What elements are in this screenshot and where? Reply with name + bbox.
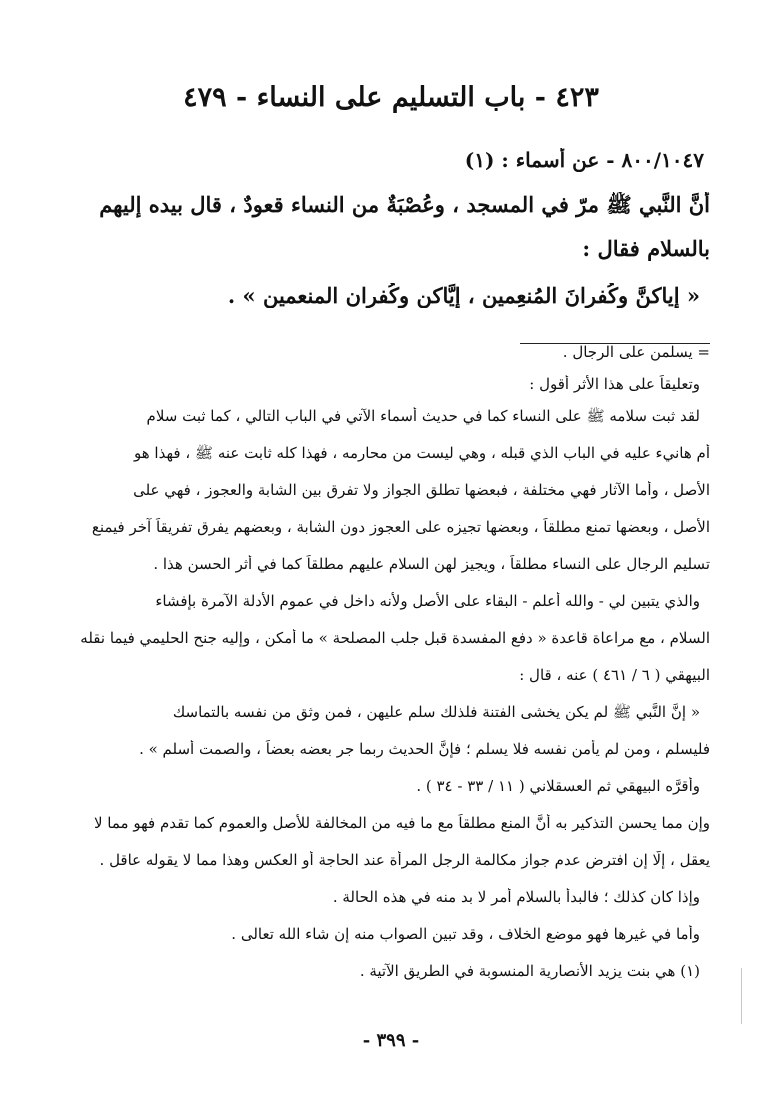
note-line: لقد ثبت سلامه ﷺ على النساء كما في حديث أسماء الآتي في الباب التالي ، كما ثبت سلام [146,407,700,425]
scan-edge-mark [741,968,742,1024]
hadith-text-line-3: « إياكنَّ وكُفرانَ المُنعِمين ، إيَّاكن وكُفران المنعمين » . [227,283,700,308]
note-line: والذي يتبين لي - والله أعلم - البقاء على الأصل ولأنه داخل في عموم الأدلة الآمرة بإفشاء [155,592,700,610]
note-line: الأصل ، وأما الآثار فهي مختلفة ، فبعضها تطلق الجواز ولا تفرق بين الشابة والعجوز ، فهي على [133,481,710,499]
note-line: السلام ، مع مراعاة قاعدة « دفع المفسدة قبل جلب المصلحة » ما أمكن ، وإليه جنح الحليمي فيما نقله [80,629,710,647]
note-line: وأقرَّه البيهقي ثم العسقلاني ( ١١ / ٣٣ - ٣٤ ) . [416,777,700,795]
note-line: « إنَّ النَّبي ﷺ لم يكن يخشى الفتنة فلذلك سلم عليهن ، فمن وثق من نفسه بالتماسك [172,703,700,721]
note-line: = يسلمن على الرجال . [562,343,710,361]
note-line: الأصل ، وبعضها تمنع مطلقاً ، وبعضها تجيزه على العجوز دون الشابة ، وبعضهم يفرق تفريقاً آخر فيمنع [91,518,710,536]
note-line: وأما في غيرها فهو موضع الخلاف ، وقد تبين الصواب منه إن شاء الله تعالى . [231,925,700,943]
page-number: - ٣٩٩ - [362,1030,420,1051]
footnote-line: (١) هي بنت يزيد الأنصارية المنسوبة في الطريق الآتية . [359,962,700,980]
note-line: فليسلم ، ومن لم يأمن نفسه فلا يسلم ؛ فإنَّ الحديث ربما جر بعضه بعضاً ، والصمت أسلم » . [139,740,710,758]
note-line: يعقل ، إلَّا إن افترض عدم جواز مكالمة الرجل المرأة عند الحاجة أو العكس وهذا مما لا يقوله عاقل . [99,851,710,869]
note-line: البيهقي ( ٦ / ٤٦١ ) عنه ، قال : [519,666,710,684]
note-line: وإذا كان كذلك ؛ فالبدأ بالسلام أمر لا بد منه في هذه الحالة . [332,888,700,906]
chapter-title: ٤٢٣ - باب التسليم على النساء - ٤٧٩ [183,82,599,113]
hadith-text-line-1: أنَّ النَّبي ﷺ مرّ في المسجد ، وعُصْبَةٌ من النساء قعودٌ ، قال بيده إليهم [99,192,710,217]
note-line: تسليم الرجال على النساء مطلقاً ، ويجيز لهن السلام عليهم مطلقاً كما في أثر الحسن هذا . [153,555,710,573]
note-line: وتعليقاً على هذا الأثر أقول : [529,375,700,393]
note-line: وإن مما يحسن التذكير به أنَّ المنع مطلقاً مع ما فيه من المخالفة للأصل والعموم كما تقدم فهو مما لا [93,814,710,832]
hadith-number-line: ٨٠٠/١٠٤٧ - عن أسماء : (١) [464,148,704,172]
hadith-text-line-2: بالسلام فقال : [582,236,710,261]
note-line: أم هانيء عليه في الباب الذي قبله ، وهي ليست من محارمه ، فهذا كله ثابت عنه ﷺ ، فهذا هو [134,444,710,462]
